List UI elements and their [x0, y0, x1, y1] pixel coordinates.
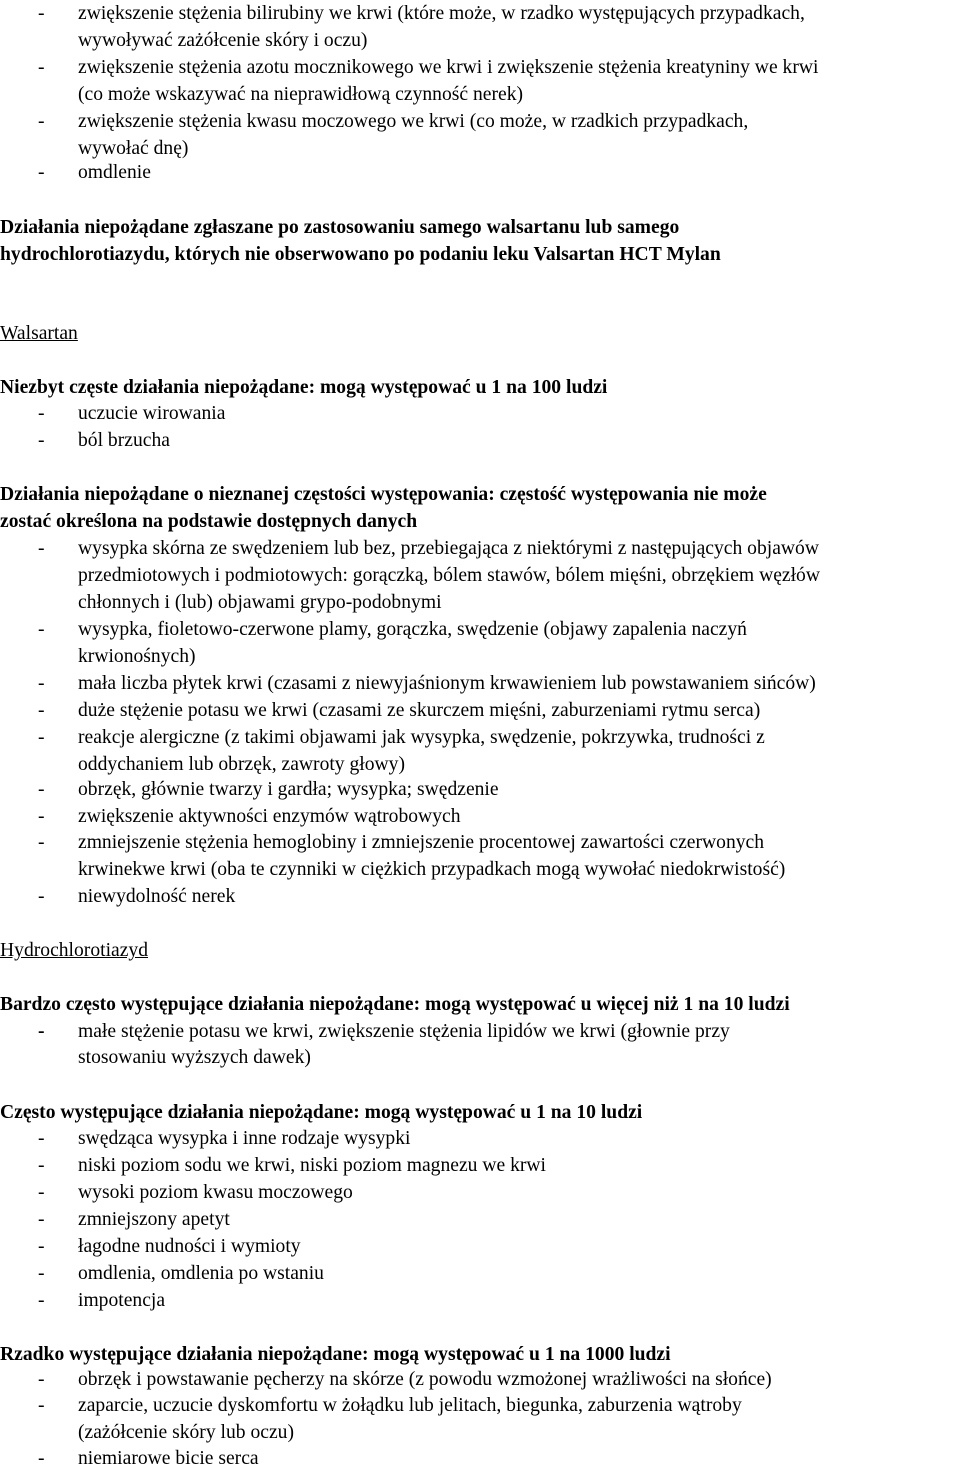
list-item-text: impotencja: [78, 1290, 166, 1311]
list-item-text: zwiększenie stężenia kwasu moczowego we krwi (co może, w rzadkich przypadkach,: [78, 111, 749, 132]
list-item-text: niewydolność nerek: [78, 886, 236, 907]
list-dash: -: [38, 1395, 45, 1416]
frequency-heading: zostać określona na podstawie dostępnych danych: [0, 511, 418, 532]
list-dash: -: [38, 1369, 45, 1390]
list-item-text: niski poziom sodu we krwi, niski poziom magnezu we krwi: [78, 1155, 547, 1176]
frequency-heading: Często występujące działania niepożądane: mogą występować u 1 na 10 ludzi: [0, 1102, 643, 1123]
list-dash: -: [38, 57, 45, 78]
list-dash: -: [38, 727, 45, 748]
list-item-text: zwiększenie aktywności enzymów wątrobowych: [78, 806, 461, 827]
section-heading: hydrochlorotiazydu, których nie obserwowano po podaniu leku Valsartan HCT Mylan: [0, 244, 721, 265]
list-item-text: małe stężenie potasu we krwi, zwiększenie stężenia lipidów we krwi (głownie przy: [78, 1021, 730, 1042]
list-dash: -: [38, 403, 45, 424]
list-item-text: wywoływać zażółcenie skóry i oczu): [78, 30, 368, 51]
list-dash: -: [38, 430, 45, 451]
list-item-text: zmniejszenie stężenia hemoglobiny i zmniejszenie procentowej zawartości czerwonych: [78, 832, 765, 853]
list-item-text: omdlenia, omdlenia po wstaniu: [78, 1263, 324, 1284]
list-dash: -: [38, 1128, 45, 1149]
list-item-text: wysoki poziom kwasu moczowego: [78, 1182, 353, 1203]
list-dash: -: [38, 162, 45, 183]
list-dash: -: [38, 806, 45, 827]
frequency-heading: Niezbyt częste działania niepożądane: mogą występować u 1 na 100 ludzi: [0, 377, 608, 398]
list-dash: -: [38, 779, 45, 800]
list-item-text: omdlenie: [78, 162, 151, 183]
list-dash: -: [38, 619, 45, 640]
frequency-heading: Działania niepożądane o nieznanej częstości występowania: częstość występowania nie może: [0, 484, 767, 505]
list-dash: -: [38, 1236, 45, 1257]
list-item-text: zmniejszony apetyt: [78, 1209, 230, 1230]
list-item-text: (zażółcenie skóry lub oczu): [78, 1422, 294, 1443]
list-item-text: chłonnych i (lub) objawami grypo-podobnymi: [78, 592, 442, 613]
list-item-text: (co może wskazywać na nieprawidłową czynność nerek): [78, 84, 524, 105]
frequency-heading: Rzadko występujące działania niepożądane: mogą występować u 1 na 1000 ludzi: [0, 1344, 671, 1365]
list-item-text: krwionośnych): [78, 646, 196, 667]
list-item-text: mała liczba płytek krwi (czasami z niewyjaśnionym krwawieniem lub powstawaniem sińców): [78, 673, 816, 694]
list-item-text: duże stężenie potasu we krwi (czasami ze skurczem mięśni, zaburzeniami rytmu serca): [78, 700, 761, 721]
list-item-text: łagodne nudności i wymioty: [78, 1236, 301, 1257]
list-dash: -: [38, 1448, 45, 1469]
list-item-text: zwiększenie stężenia bilirubiny we krwi (które może, w rzadko występujących przypadkach,: [78, 3, 805, 24]
list-item-text: niemiarowe bicie serca: [78, 1448, 259, 1469]
list-item-text: oddychaniem lub obrzęk, zawroty głowy): [78, 754, 406, 775]
subsection-title: Walsartan: [0, 323, 78, 344]
frequency-heading: Bardzo często występujące działania niepożądane: mogą występować u więcej niż 1 na 10 ludzi: [0, 994, 790, 1015]
list-dash: -: [38, 700, 45, 721]
list-item-text: krwinekwe krwi (oba te czynniki w ciężkich przypadkach mogą wywołać niedokrwistość): [78, 859, 786, 880]
list-dash: -: [38, 1209, 45, 1230]
list-dash: -: [38, 1182, 45, 1203]
list-item-text: wysypka, fioletowo-czerwone plamy, gorączka, swędzenie (objawy zapalenia naczyń: [78, 619, 747, 640]
list-item-text: wywołać dnę): [78, 138, 189, 159]
list-dash: -: [38, 538, 45, 559]
list-item-text: obrzęk, głównie twarzy i gardła; wysypka; swędzenie: [78, 779, 499, 800]
list-item-text: swędząca wysypka i inne rodzaje wysypki: [78, 1128, 411, 1149]
list-dash: -: [38, 886, 45, 907]
list-dash: -: [38, 673, 45, 694]
list-dash: -: [38, 3, 45, 24]
list-dash: -: [38, 1021, 45, 1042]
list-item-text: zaparcie, uczucie dyskomfortu w żołądku lub jelitach, biegunka, zaburzenia wątroby: [78, 1395, 742, 1416]
list-item-text: przedmiotowych i podmiotowych: gorączką, bólem stawów, bólem mięśni, obrzękiem węzłów: [78, 565, 821, 586]
list-dash: -: [38, 832, 45, 853]
list-item-text: zwiększenie stężenia azotu mocznikowego we krwi i zwiększenie stężenia kreatyniny we krwi: [78, 57, 819, 78]
list-item-text: stosowaniu wyższych dawek): [78, 1047, 311, 1068]
list-dash: -: [38, 1263, 45, 1284]
list-item-text: uczucie wirowania: [78, 403, 226, 424]
list-dash: -: [38, 1155, 45, 1176]
list-item-text: obrzęk i powstawanie pęcherzy na skórze (z powodu wzmożonej wrażliwości na słońce): [78, 1369, 772, 1390]
list-dash: -: [38, 111, 45, 132]
list-item-text: wysypka skórna ze swędzeniem lub bez, przebiegająca z niektórymi z następujących objawów: [78, 538, 820, 559]
list-item-text: ból brzucha: [78, 430, 170, 451]
list-dash: -: [38, 1290, 45, 1311]
subsection-title: Hydrochlorotiazyd: [0, 940, 148, 961]
list-item-text: reakcje alergiczne (z takimi objawami jak wysypka, swędzenie, pokrzywka, trudności z: [78, 727, 765, 748]
section-heading: Działania niepożądane zgłaszane po zastosowaniu samego walsartanu lub samego: [0, 217, 680, 238]
